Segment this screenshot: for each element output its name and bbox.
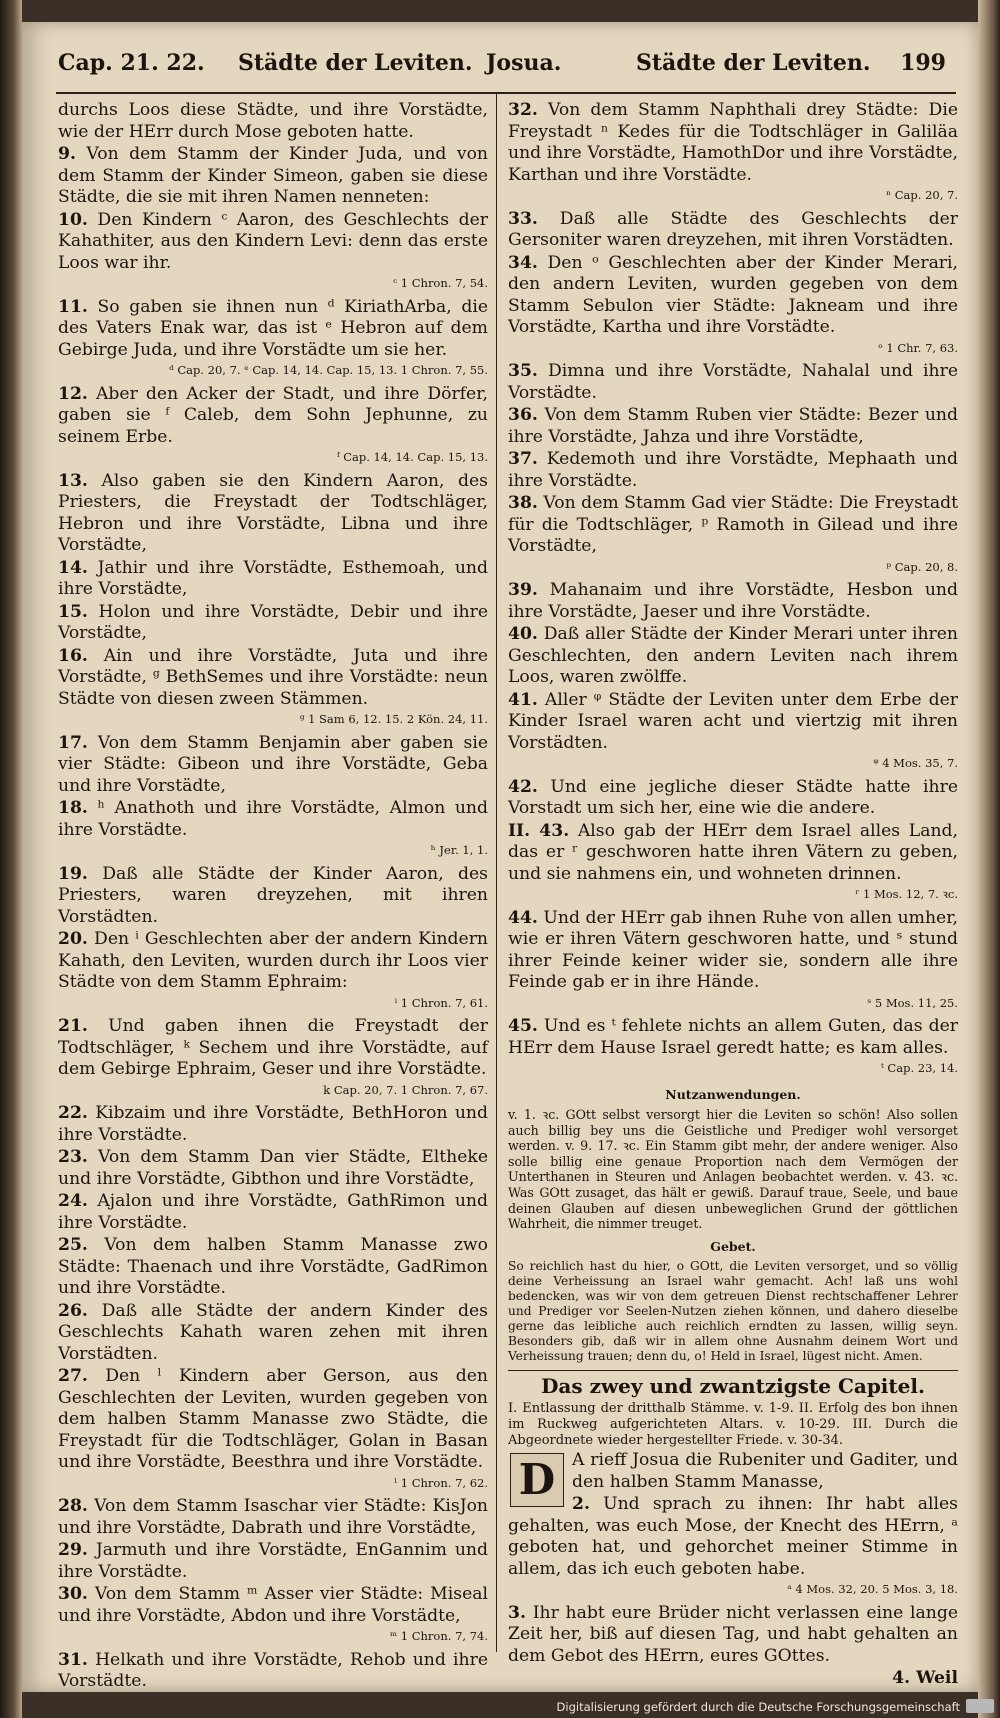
verse	[58, 733, 488, 798]
verse-2	[508, 1494, 958, 1580]
verse	[508, 253, 958, 339]
verse	[58, 1235, 488, 1300]
ornamental-initial: D	[510, 1453, 564, 1507]
marginal-reference: ʰ Jer. 1, 1.	[430, 843, 488, 857]
verse-number: 29.	[58, 1540, 88, 1560]
verse-text: Von dem Stamm der Kinder Juda, und von dem Stamm der Kinder Simeon, gaben sie diese Städte, die sie mit ihren Namen nenneten:	[58, 144, 488, 207]
verse-number: 19.	[58, 863, 88, 884]
verse-text: Und der HErr gab ihnen Ruhe von allen umher, wie er ihren Vätern geschworen hatte, und ˢ stund ihrer Feinde keiner wider sie, sondern alle ihre Feinde gab er in ihre Hände.	[508, 907, 958, 992]
verse	[508, 449, 958, 492]
verse	[58, 929, 488, 994]
verse-number: 27.	[58, 1366, 88, 1386]
verse-number: 11.	[58, 296, 88, 317]
marginal-reference: ᵒ 1 Chr. 7, 63.	[878, 340, 958, 355]
verse-number: 9.	[58, 144, 76, 164]
verse-text: Aller ᵠ Städte der Leviten unter dem Erbe der Kinder Israel waren acht und viertzig mit ihren Vorstädten.	[508, 689, 958, 753]
verse	[58, 384, 488, 449]
marginal-reference: ᵐ 1 Chron. 7, 74.	[390, 1629, 488, 1643]
verse	[58, 1301, 488, 1366]
verse-number: 3.	[508, 1602, 526, 1623]
verse	[508, 361, 958, 404]
verse-text: Von dem Stamm Ruben vier Städte: Bezer und ihre Vorstädte, Jahza und ihre Vorstädte,	[508, 405, 958, 447]
page-number: 199	[900, 50, 946, 76]
dfg-logo	[966, 1699, 994, 1713]
verse-number: 18.	[58, 798, 88, 818]
verse	[58, 1147, 488, 1190]
verse-text: Den ᵒ Geschlechten aber der Kinder Merari, den andern Leviten, wurden gegeben von dem Stamm Sebulon vier Städte: Jakneam und ihre Vorstädte, Kartha und ihre Vorstädte.	[508, 252, 958, 337]
verse-number: 39.	[508, 580, 538, 600]
verse-text: Mahanaim und ihre Vorstädte, Hesbon und ihre Vorstädte, Jaeser und ihre Vorstädte.	[508, 580, 958, 622]
verse-text: Holon und ihre Vorstädte, Debir und ihre Vorstädte,	[58, 601, 488, 643]
verse-text: Daß alle Städte der andern Kinder des Geschlechts Kahath waren zehen mit ihren Vorstädten.	[58, 1300, 488, 1364]
verse	[508, 209, 958, 252]
verse-number: 21.	[58, 1016, 88, 1036]
catchword: 4. Weil	[892, 1668, 958, 1689]
verse	[58, 297, 488, 362]
chapter-summary: I. Entlassung der dritthalb Stämme. v. 1-9. II. Erfolg des bon ihnen im Ruckweg aufgerichteten Altars. v. 10-29. III. Durch die Abgeordnete wieder hergestellter Friede. v. 30-34.	[508, 1400, 958, 1449]
verse-text: Kibzaim und ihre Vorstädte, BethHoron und ihre Vorstädte.	[58, 1103, 488, 1145]
verse-number: 16.	[58, 645, 88, 666]
verse-number: 28.	[58, 1496, 88, 1516]
marginal-reference: k Cap. 20, 7. 1 Chron. 7, 67.	[323, 1082, 488, 1097]
marginal-reference: ᵈ Cap. 20, 7. ᵉ Cap. 14, 14. Cap. 15, 13. 1 Chron. 7, 55.	[169, 363, 488, 377]
verse-number: 25.	[58, 1235, 88, 1255]
verse-text: Daß alle Städte des Geschlechts der Gersoniter waren dreyzehen, mit ihren Vorstädten.	[508, 208, 958, 250]
verse	[58, 1496, 488, 1539]
marginal-reference: ᵖ Cap. 20, 8.	[886, 559, 958, 574]
verse	[508, 624, 958, 689]
verse-number: 36.	[508, 405, 538, 425]
verse-number: 10.	[58, 209, 88, 230]
marginal-reference: ᶜ 1 Chron. 7, 54.	[393, 276, 488, 290]
left-column	[58, 100, 488, 1694]
verse-text: Daß alle Städte der Kinder Aaron, des Priesters, waren dreyzehen, mit ihren Vorstädten.	[58, 863, 488, 927]
verse	[508, 777, 958, 820]
verse-number: 32.	[508, 100, 538, 120]
verse	[508, 908, 958, 994]
verse-number: 2.	[572, 1494, 590, 1515]
chapter-divider	[508, 1370, 958, 1371]
verse-reference: ᵃ 4 Mos. 32, 20. 5 Mos. 3, 18.	[787, 1582, 958, 1597]
verse-number: II. 43.	[508, 820, 570, 841]
verse-text: Von dem Stamm Dan vier Städte, Eltheke und ihre Vorstädte, Gibthon und ihre Vorstädte,	[58, 1147, 488, 1189]
verse-number: 30.	[58, 1584, 88, 1604]
verse-text: Also gaben sie den Kindern Aaron, des Priesters, die Freystadt der Todtschläger, Hebron und ihre Vorstädte, Libna und ihre Vorstädte,	[58, 470, 488, 555]
verse-number: 15.	[58, 601, 88, 622]
verse	[58, 144, 488, 209]
verse-number: 20.	[58, 929, 88, 949]
book-page	[22, 22, 978, 1692]
verse-number: 24.	[58, 1191, 88, 1211]
nutzanwendungen-heading: Nutzanwendungen.	[665, 1086, 801, 1102]
verse-3	[508, 1603, 958, 1668]
verse-text: durchs Loos diese Städte, und ihre Vorstädte, wie der HErr durch Mose geboten hatte.	[58, 100, 488, 142]
verse-text: Jathir und ihre Vorstädte, Esthemoah, und ihre Vorstädte,	[58, 557, 488, 599]
verse-1-text: A rieff Josua die Rubeniter und Gaditer, und den halben Stamm Manasse,	[572, 1450, 958, 1492]
verse	[58, 471, 488, 557]
right-running-title: Städte der Leviten.	[636, 50, 871, 76]
verse	[58, 100, 488, 143]
verse-text: Und eine jegliche dieser Städte hatte ihre Vorstadt um sich her, eine wie die andere.	[508, 776, 958, 818]
verse-1	[508, 1450, 958, 1493]
verse	[508, 493, 958, 558]
verse-text: Aber den Acker der Stadt, und ihre Dörfer, gaben sie ᶠ Caleb, dem Sohn Jephunne, zu seinem Erbe.	[58, 383, 488, 447]
marginal-reference: ᶠ Cap. 14, 14. Cap. 15, 13.	[337, 450, 488, 464]
verse-text: Ain und ihre Vorstädte, Juta und ihre Vorstädte, ᵍ BethSemes und ihre Vorstädte: neun Städte von diesen zween Stämmen.	[58, 645, 488, 709]
verse	[58, 1540, 488, 1583]
verse-text: Von dem Stamm Isaschar vier Städte: KisJon und ihre Vorstädte, Dabrath und ihre Vorstädte,	[58, 1496, 488, 1538]
verse-text: Ihr habt eure Brüder nicht verlassen eine lange Zeit her, biß auf diesen Tag, und habt gehalten an dem Gebot des HErrn, eures GOttes.	[508, 1602, 958, 1666]
book-edge-right	[978, 0, 1000, 1718]
verse-text: Kedemoth und ihre Vorstädte, Mephaath und ihre Vorstädte.	[508, 449, 958, 491]
marginal-reference: ʳ 1 Mos. 12, 7. ꝛc.	[855, 887, 958, 901]
verse-text: Von dem Stamm Benjamin aber gaben sie vier Städte: Gibeon und ihre Vorstädte, Geba und ihre Vorstädte,	[58, 732, 488, 796]
verse	[508, 100, 958, 186]
footer-credit: Digitalisierung gefördert durch die Deutsche Forschungsgemeinschaft	[556, 1700, 960, 1714]
verse-number: 14.	[58, 557, 88, 578]
verse-text: Den ⁱ Geschlechten aber der andern Kindern Kahath, den Leviten, wurden durch ihr Loos vier Städte von dem Stamm Ephraim:	[58, 929, 488, 992]
verse	[508, 821, 958, 886]
verse	[58, 1650, 488, 1693]
marginal-reference: ᵠ 4 Mos. 35, 7.	[873, 756, 958, 770]
chapter-title: Das zwey und zwantzigste Capitel.	[541, 1374, 925, 1399]
verse-text: Den ˡ Kindern aber Gerson, aus den Geschlechten der Leviten, wurden gegeben von dem halben Stamm Manasse zwo Städte, die Freystadt für die Todtschläger, Golan in Basan und ihre Vorstädte, Beesthra und ihre Vorstädte.	[58, 1366, 488, 1472]
verse-number: 41.	[508, 689, 538, 710]
verse	[58, 1016, 488, 1081]
verse-number: 40.	[508, 624, 538, 644]
book-gutter-left	[0, 0, 22, 1718]
verse-text: Von dem halben Stamm Manasse zwo Städte: Thaenach und ihre Vorstädte, GadRimon und ihre Vorstädte.	[58, 1235, 488, 1298]
verse	[58, 1191, 488, 1234]
verse-number: 44.	[508, 907, 538, 928]
verse	[58, 1366, 488, 1474]
marginal-reference: ⁱ 1 Chron. 7, 61.	[394, 995, 488, 1010]
verse-text: Und es ᵗ fehlete nichts an allem Guten, das der HErr dem Hause Israel geredt hatte; es kam alles.	[508, 1016, 958, 1058]
verse-number: 23.	[58, 1147, 88, 1167]
verse-number: 33.	[508, 208, 538, 229]
verse-text: Und gaben ihnen die Freystadt der Todtschläger, ᵏ Sechem und ihre Vorstädte, auf dem Gebirge Ephraim, Geser und ihre Vorstädte.	[58, 1016, 488, 1079]
verse	[58, 558, 488, 601]
verse-text: Von dem Stamm ᵐ Asser vier Städte: Miseal und ihre Vorstädte, Abdon und ihre Vorstädte,	[58, 1584, 488, 1626]
verse	[58, 864, 488, 929]
verse	[58, 1584, 488, 1627]
verse	[58, 602, 488, 645]
verse-number: 37.	[508, 449, 538, 469]
verse-text: So gaben sie ihnen nun ᵈ KiriathArba, die des Vaters Enak war, das ist ᵉ Hebron auf dem Gebirge Juda, und ihre Vorstädte um sie her.	[58, 296, 488, 360]
column-divider	[496, 94, 497, 1652]
gebet-text: So reichlich hast du hier, o GOtt, die Leviten versorget, und so völlig deine Verheissung an Israel wahr gemacht. Ach! laß uns wohl bedencken, was wir von dem getreuen Dienst rechtschaffener Lehrer und Prediger vor Seelen-Nutzen ziehen können, und dahero dieselbe gerne das leibliche auch reichlich erndten zu lassen, willig seyn. Besonders gib, daß wir in allem ohne Ausnahm deinem Wort und Verheissung trauen; denn du, o! Held in Israel, lügest nicht. Amen.	[508, 1259, 958, 1364]
gebet-heading: Gebet.	[710, 1238, 756, 1254]
verse	[508, 580, 958, 623]
book-title: Josua.	[486, 50, 562, 76]
verse-number: 31.	[58, 1649, 88, 1670]
verse-text: Von dem Stamm Gad vier Städte: Die Freystadt für die Todtschläger, ᵖ Ramoth in Gilead und ihre Vorstädte,	[508, 493, 958, 556]
verse-number: 35.	[508, 361, 538, 381]
verse-number: 38.	[508, 493, 538, 513]
verse-text: Helkath und ihre Vorstädte, Rehob und ihre Vorstädte.	[58, 1649, 488, 1691]
chapter-reference: Cap. 21. 22.	[58, 50, 205, 76]
verse-text: Den Kindern ᶜ Aaron, des Geschlechts der Kahathiter, aus den Kindern Levi: denn das erste Loos war ihr.	[58, 209, 488, 273]
right-verses	[508, 100, 958, 1080]
verse-text: Ajalon und ihre Vorstädte, GathRimon und ihre Vorstädte.	[58, 1191, 488, 1233]
marginal-reference: ᵗ Cap. 23, 14.	[880, 1061, 958, 1075]
nutzanwendungen-text: v. 1. ꝛc. GOtt selbst versorgt hier die Leviten so schön! Also sollen auch billig bey uns die Geistliche und Prediger wohl versorget werden. v. 9. 17. ꝛc. Ein Stamm gibt mehr, der andere weniger. Also solle billig eine genaue Proportion nach dem Vermögen der Unterthanen in Steuren und Anlagen beobachtet werden. v. 43. ꝛc. Was GOtt zusaget, das hält er gewiß. Darauf traue, Seele, und baue deinen Glauben auf diesen unbeweglichen Grund der göttlichen Wahrheit, die nimmer treuget.	[508, 1107, 958, 1232]
verse-number: 22.	[58, 1103, 88, 1123]
verse	[58, 210, 488, 275]
verse-number: 42.	[508, 776, 538, 797]
verse-text: Dimna und ihre Vorstädte, Nahalal und ihre Vorstädte.	[508, 361, 958, 403]
running-header	[58, 50, 954, 90]
verse-text: Und sprach zu ihnen: Ihr habt alles gehalten, was euch Mose, der Knecht des HErrn, ᵃ geboten hat, und gehorchet meiner Stimme in allem, das ich euch geboten habe.	[508, 1494, 958, 1579]
verse-text: Von dem Stamm Naphthali drey Städte: Die Freystadt ⁿ Kedes für die Todtschläger in Galiläa und ihre Vorstädte, HamothDor und ihre Vorstädte, Karthan und ihre Vorstädte.	[508, 100, 958, 185]
verse	[508, 1016, 958, 1059]
verse	[58, 646, 488, 711]
digitization-footer	[0, 1698, 1000, 1716]
verse	[58, 1103, 488, 1146]
verse	[508, 405, 958, 448]
verse-number: 12.	[58, 383, 88, 404]
header-rule	[56, 92, 956, 94]
verse	[58, 798, 488, 841]
marginal-reference: ˢ 5 Mos. 11, 25.	[867, 995, 958, 1010]
verse-text: Daß aller Städte der Kinder Merari unter ihren Geschlechten, den andern Leviten nach ihrem Loos, waren zwölffe.	[508, 624, 958, 687]
marginal-reference: ⁿ Cap. 20, 7.	[886, 188, 958, 202]
verse-number: 13.	[58, 470, 88, 491]
verse-number: 17.	[58, 732, 88, 753]
marginal-reference: ˡ 1 Chron. 7, 62.	[394, 1475, 488, 1490]
marginal-reference: ᵍ 1 Sam 6, 12. 15. 2 Kön. 24, 11.	[299, 712, 488, 726]
left-running-title: Städte der Leviten.	[238, 50, 473, 76]
verse-number: 34.	[508, 252, 538, 273]
right-column	[508, 100, 958, 1690]
verse	[508, 690, 958, 755]
verse-number: 26.	[58, 1300, 88, 1321]
verse-text: Jarmuth und ihre Vorstädte, EnGannim und ihre Vorstädte.	[58, 1540, 488, 1582]
verse-text: ʰ Anathoth und ihre Vorstädte, Almon und ihre Vorstädte.	[58, 798, 488, 840]
verse-text: Also gab der HErr dem Israel alles Land, das er ʳ geschworen hatte ihren Vätern zu geben, und sie nahmens ein, und wohneten drinnen.	[508, 820, 958, 884]
verse-number: 45.	[508, 1016, 538, 1036]
